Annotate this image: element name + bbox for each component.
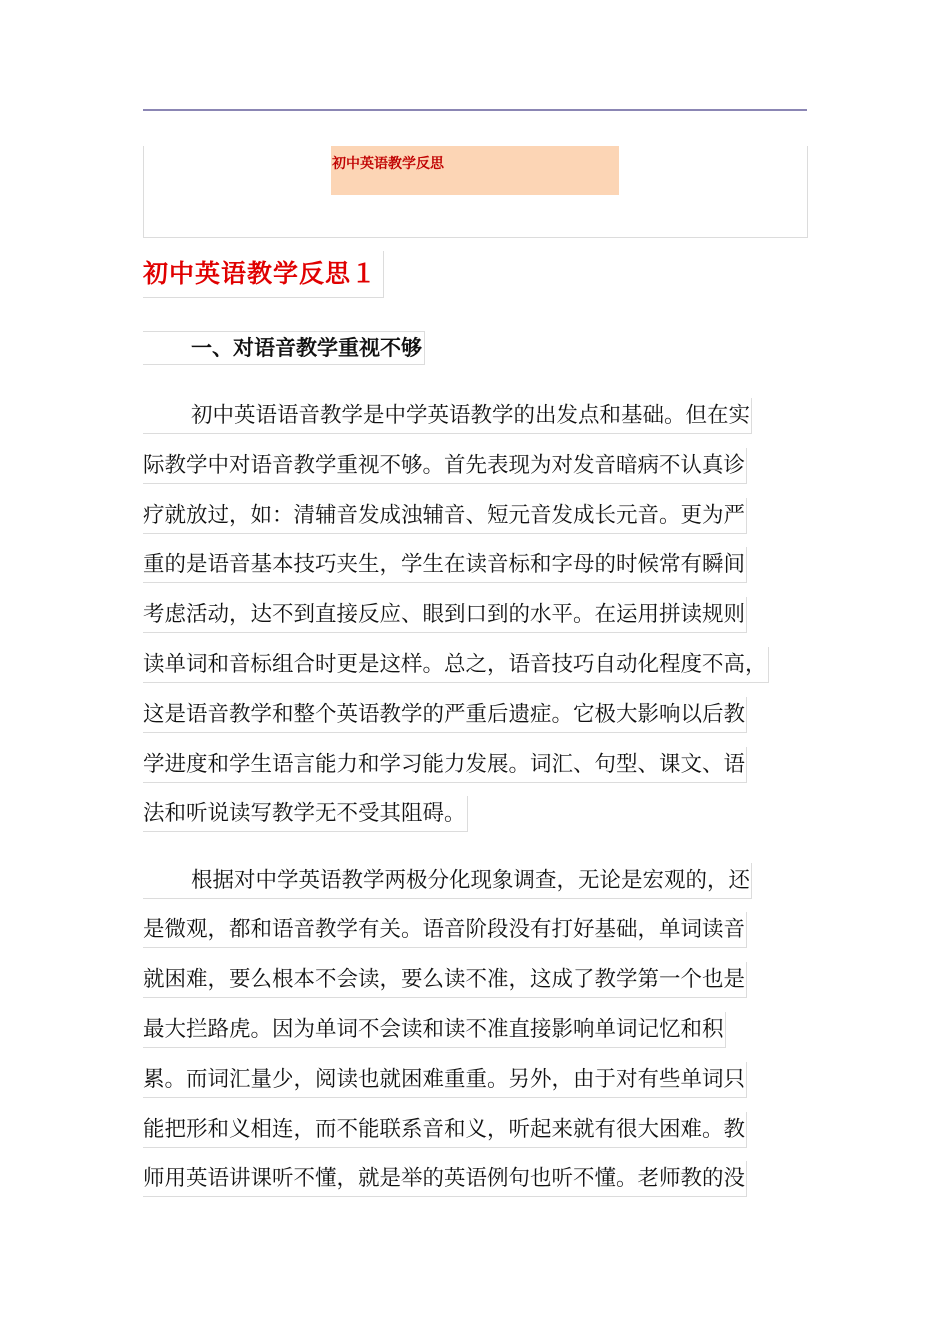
- paragraph-line: 重的是语音基本技巧夹生，学生在读音标和字母的时候常有瞬间: [143, 547, 747, 583]
- top-rule: [143, 109, 807, 111]
- paragraph-line: 最大拦路虎。因为单词不会读和读不准直接影响单词记忆和积: [143, 1012, 726, 1048]
- paragraph-line: 就困难，要么根本不会读，要么读不准，这成了教学第一个也是: [143, 962, 747, 998]
- paragraph-line: 根据对中学英语教学两极分化现象调查，无论是宏观的，还: [143, 863, 752, 899]
- document-title: 初中英语教学反思１: [143, 251, 384, 298]
- paragraph-line: 疗就放过，如：清辅音发成浊辅音、短元音发成长元音。更为严: [143, 498, 747, 534]
- paragraph-line: 能把形和义相连，而不能联系音和义，听起来就有很大困难。教: [143, 1112, 747, 1148]
- header-tag-text: 初中英语教学反思: [332, 156, 444, 172]
- section-heading: 一、对语音教学重视不够: [143, 331, 425, 365]
- paragraph-line: 法和听说读写教学无不受其阻碍。: [143, 796, 468, 832]
- paragraph-line: 这是语音教学和整个英语教学的严重后遗症。它极大影响以后教: [143, 697, 747, 733]
- paragraph-line: 际教学中对语音教学重视不够。首先表现为对发音暗病不认真诊: [143, 448, 747, 484]
- paragraph-line: 考虑活动，达不到直接反应、眼到口到的水平。在运用拼读规则: [143, 597, 747, 633]
- paragraph-line: 师用英语讲课听不懂，就是举的英语例句也听不懂。老师教的没: [143, 1161, 747, 1197]
- paragraph-line: 累。而词汇量少，阅读也就困难重重。另外，由于对有些单词只: [143, 1062, 747, 1098]
- paragraph-line: 初中英语语音教学是中学英语教学的出发点和基础。但在实: [143, 398, 752, 434]
- paragraph-line: 学进度和学生语言能力和学习能力发展。词汇、句型、课文、语: [143, 747, 747, 783]
- paragraph-line: 是微观，都和语音教学有关。语音阶段没有打好基础，单词读音: [143, 912, 747, 948]
- paragraph-line: 读单词和音标组合时更是这样。总之，语音技巧自动化程度不高，: [143, 647, 769, 683]
